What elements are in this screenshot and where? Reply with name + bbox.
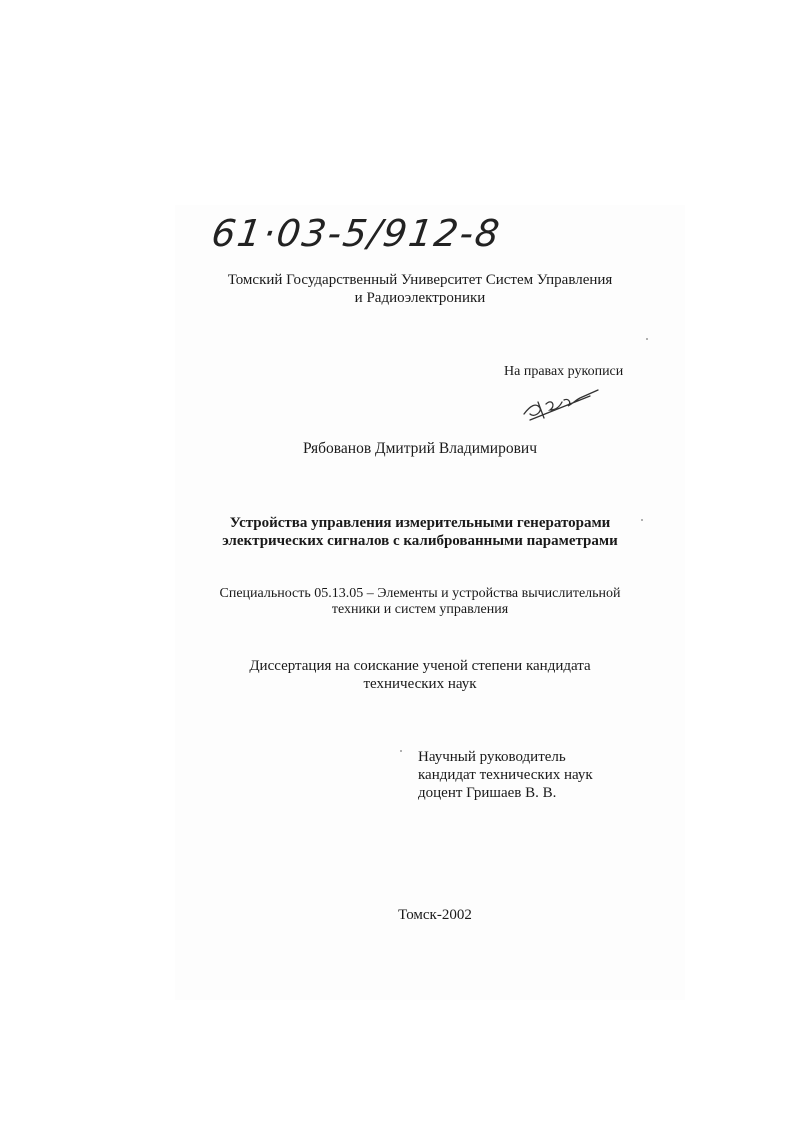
- place-year: Томск-2002: [398, 907, 472, 923]
- university-name-line2: и Радиоэлектроники: [354, 290, 486, 306]
- dissertation-line2: технических наук: [363, 676, 477, 692]
- thesis-title-line1: Устройства управления измерительными генераторами: [229, 515, 611, 531]
- supervisor-line2: кандидат технических наук: [418, 767, 593, 783]
- thesis-title-line2: электрических сигналов с калиброванными параметрами: [222, 533, 618, 549]
- rights-note: На правах рукописи: [504, 364, 624, 379]
- supervisor-line3: доцент Гришаев В. В.: [418, 785, 557, 801]
- scan-speck: [646, 338, 648, 340]
- specialty-line1: Специальность 05.13.05 – Элементы и устройства вычислительной: [219, 586, 621, 601]
- handwritten-signature: [520, 384, 600, 426]
- university-name-line1: Томский Государственный Университет Систем Управления: [227, 272, 613, 288]
- author-name: Рябованов Дмитрий Владимирович: [302, 440, 538, 457]
- specialty-line2: техники и систем управления: [331, 602, 509, 617]
- dissertation-line1: Диссертация на соискание ученой степени кандидата: [249, 658, 591, 674]
- supervisor-line1: Научный руководитель: [418, 749, 566, 765]
- scan-speck: [400, 750, 402, 752]
- scan-speck: [641, 519, 643, 521]
- handwritten-catalog-number: 61·03-5/912-8: [208, 212, 504, 255]
